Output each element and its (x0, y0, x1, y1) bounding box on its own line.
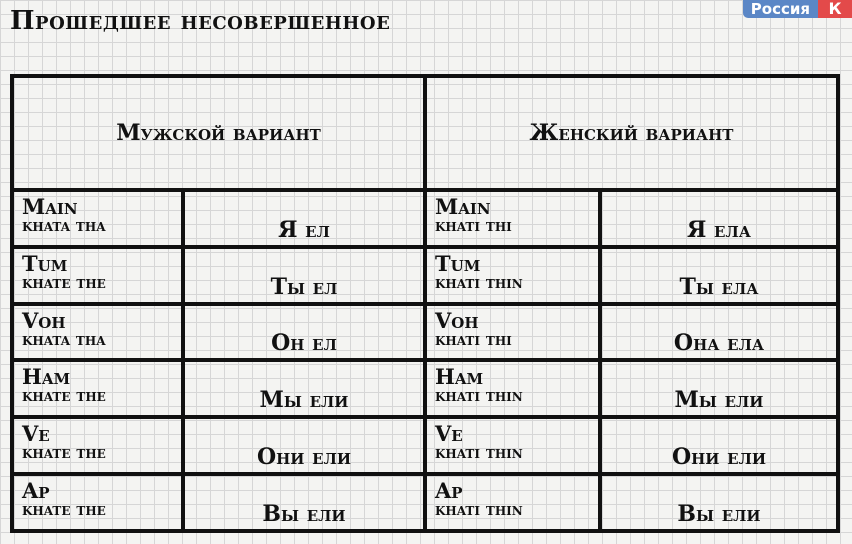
pronoun-label: Voh (22, 307, 66, 333)
channel-logo (743, 0, 852, 18)
male-russian-translation: Я ел (183, 190, 425, 247)
female-pronoun-cell (425, 190, 600, 247)
table-row (12, 360, 838, 417)
female-russian-translation: Она ела (600, 304, 838, 361)
table-row (12, 304, 838, 361)
female-pronoun-cell (425, 247, 600, 304)
male-pronoun-cell (12, 190, 183, 247)
verb-form: khata tha (22, 329, 106, 350)
conjugation-table (10, 74, 840, 533)
verb-form: khata tha (22, 216, 106, 236)
table-row (12, 474, 838, 531)
header-male-variant: Мужской вариант (12, 76, 425, 190)
verb-form: khate the (22, 272, 106, 293)
female-russian-translation: Ты ела (600, 247, 838, 304)
female-russian-translation: Мы ели (600, 360, 838, 417)
verb-form: khate the (22, 443, 106, 464)
male-pronoun-cell (12, 474, 183, 531)
table-row (12, 247, 838, 304)
verb-form: khati thin (435, 443, 523, 464)
verb-form: khati thi (435, 329, 512, 350)
verb-form: khati thin (435, 272, 523, 293)
female-russian-translation: Я ела (600, 190, 838, 247)
female-pronoun-cell (425, 360, 600, 417)
female-pronoun-cell (425, 304, 600, 361)
male-russian-translation: Вы ели (183, 474, 425, 531)
page-title: Прошедшее несовершенное (10, 6, 391, 36)
verb-form: khati thin (435, 500, 523, 521)
table-row (12, 190, 838, 247)
pronoun-label: Voh (435, 307, 479, 333)
male-russian-translation: Ты ел (183, 247, 425, 304)
male-russian-translation: Они ели (183, 417, 425, 474)
pronoun-label: Ap (22, 478, 50, 504)
male-pronoun-cell (12, 360, 183, 417)
channel-logo-mark: К (818, 0, 852, 18)
table-row (12, 417, 838, 474)
pronoun-label: Ve (22, 421, 50, 447)
header-female-variant: Женский вариант (425, 76, 838, 190)
pronoun-label: Ham (435, 364, 484, 390)
pronoun-label: Ve (435, 421, 463, 447)
pronoun-label: Ap (435, 478, 463, 504)
female-russian-translation: Они ели (600, 417, 838, 474)
pronoun-label: Ham (22, 364, 71, 390)
verb-form: khate the (22, 386, 106, 407)
male-russian-translation: Мы ели (183, 360, 425, 417)
verb-form: khati thi (435, 216, 512, 236)
female-russian-translation: Вы ели (600, 474, 838, 531)
channel-logo-text: Россия (743, 0, 818, 18)
female-pronoun-cell (425, 474, 600, 531)
female-pronoun-cell (425, 417, 600, 474)
male-russian-translation: Он ел (183, 304, 425, 361)
pronoun-label: Tum (435, 250, 481, 276)
male-pronoun-cell (12, 417, 183, 474)
male-pronoun-cell (12, 247, 183, 304)
verb-form: khati thin (435, 386, 523, 407)
pronoun-label: Main (22, 194, 78, 219)
pronoun-label: Main (435, 194, 491, 219)
verb-form: khate the (22, 500, 106, 521)
table-header-row (12, 76, 838, 190)
pronoun-label: Tum (22, 250, 68, 276)
male-pronoun-cell (12, 304, 183, 361)
